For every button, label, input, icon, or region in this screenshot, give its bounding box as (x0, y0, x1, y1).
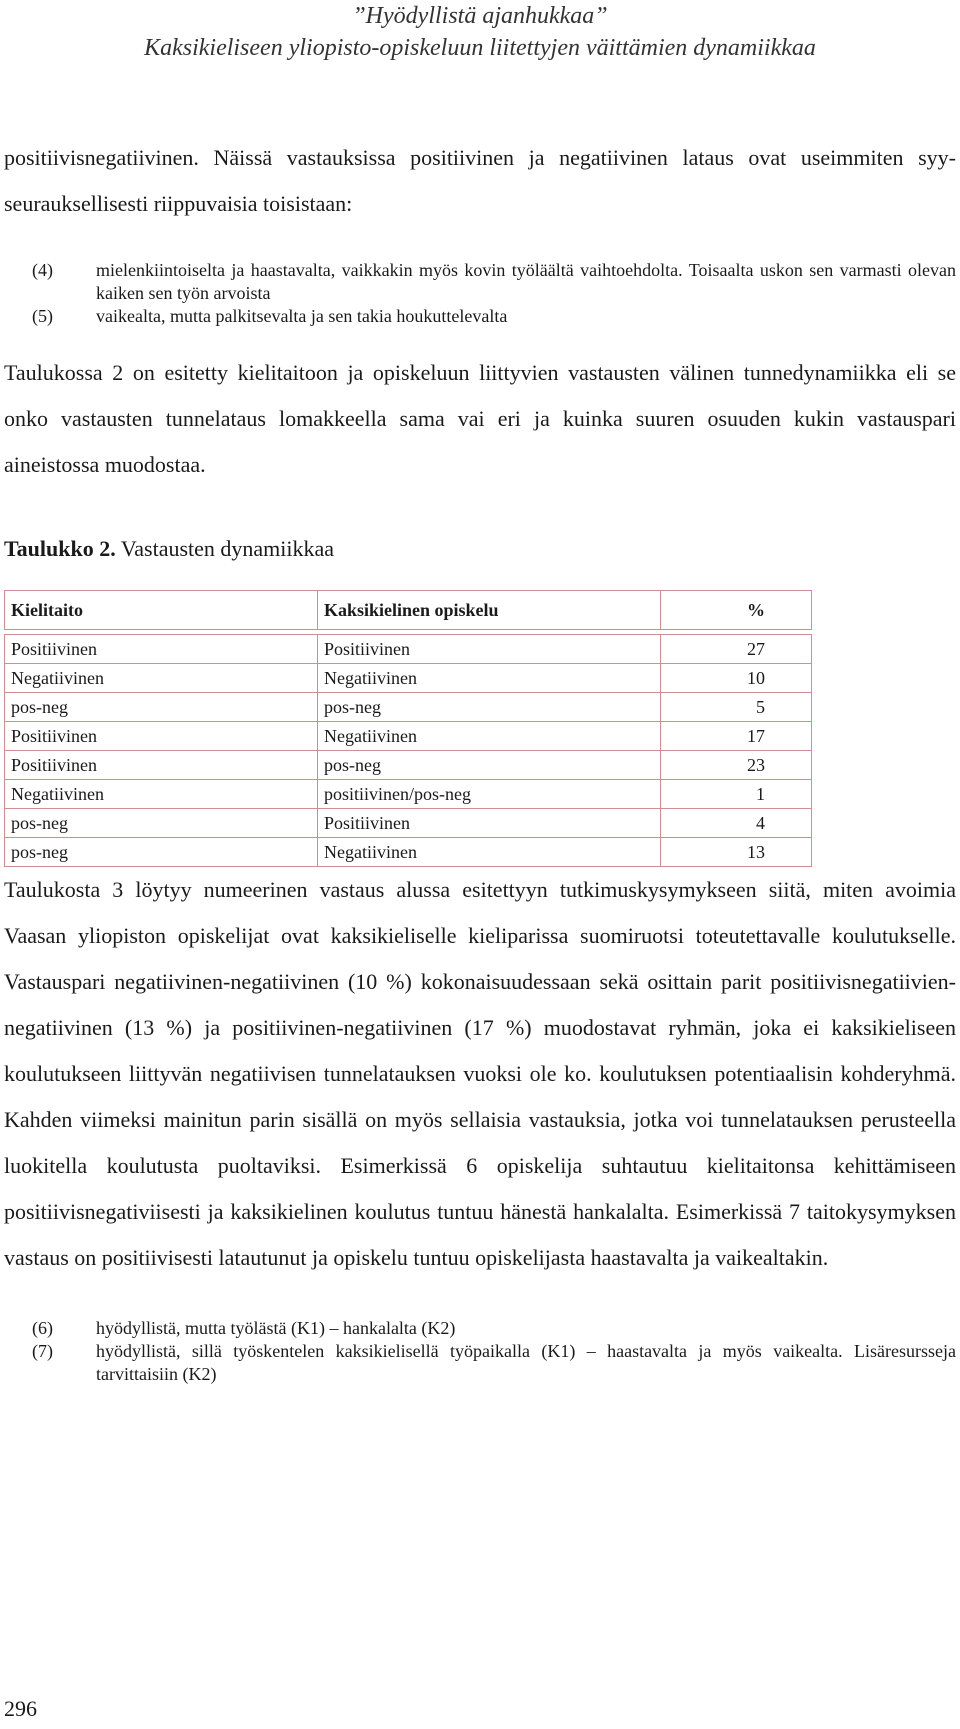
cell-opiskelu: Negatiivinen (318, 664, 661, 693)
cell-percent: 4 (661, 809, 812, 838)
table-row (5, 664, 812, 693)
cell-percent: 10 (661, 664, 812, 693)
cell-percent: 5 (661, 693, 812, 722)
paragraph-2: Taulukossa 2 on esitetty kielitaitoon ja opiskeluun liittyvien vastausten välinen tunnedynamiikka eli se onko vastausten tunnelataus lomakkeella sama vai eri ja kuinka suuren osuuden kukin vastauspari aineistossa muodostaa. (4, 360, 956, 477)
table-caption-label: Taulukko 2. (4, 536, 116, 561)
header-percent: % (661, 591, 812, 630)
cell-opiskelu: positiivinen/pos-neg (318, 780, 661, 809)
examples-list-2 (4, 1317, 956, 1386)
header-kaksikielinen-opiskelu: Kaksikielinen opiskelu (318, 591, 661, 630)
dynamics-table (4, 590, 812, 867)
cell-percent: 13 (661, 838, 812, 867)
cell-percent: 17 (661, 722, 812, 751)
example-item (4, 305, 956, 328)
paragraph-1: positiivisnegatiivinen. Näissä vastauksissa positiivinen ja negatiivinen lataus ovat useimmiten syy-seurauksellisesti riippuvaisia toisistaan: (4, 145, 956, 216)
cell-opiskelu: Positiivinen (318, 809, 661, 838)
cell-opiskelu: pos-neg (318, 693, 661, 722)
example-text: hyödyllistä, sillä työskentelen kaksikielisellä työpaikalla (K1) – haastavalta ja myös vaikealta. Lisäresursseja tarvittaisiin (K2) (96, 1341, 956, 1384)
table-row (5, 722, 812, 751)
example-text: vaikealta, mutta palkitsevalta ja sen takia houkuttelevalta (96, 306, 508, 326)
cell-kielitaito: Positiivinen (5, 722, 318, 751)
table-row (5, 693, 812, 722)
cell-kielitaito: Negatiivinen (5, 664, 318, 693)
cell-opiskelu: Positiivinen (318, 635, 661, 664)
cell-opiskelu: pos-neg (318, 751, 661, 780)
paragraph-3: Taulukosta 3 löytyy numeerinen vastaus alussa esitettyyn tutkimuskysymykseen siitä, miten avoimia Vaasan yliopiston opiskelijat ovat kaksikieliselle kieliparissa suomiruotsi toteutettavalle koulutukselle. Vastauspari negatiivinen-negatiivinen (10 %) kokonaisuudessaan sekä osittain parit positiivisnegatiivien-negatiivinen (13 %) ja positiivinen-negatiivinen (17 %) muodostavat ryhmän, joka ei kaksikieliseen koulutukseen liittyvän negatiivisen tunnelatauksen vuoksi ole ko. koulutuksen potentiaalisin kohderyhmä. Kahden viimeksi mainitun parin sisällä on myös sellaisia vastauksia, jotka voi tunnelatauksen perusteella luokitella koulutusta puoltaviksi. Esimerkissä 6 opiskelija suhtautuu kielitaitonsa kehittämiseen positiivisnegativiisesti ja kaksikielinen koulutus tuntuu hänestä hankalalta. Esimerkissä 7 taitokysymyksen vastaus on positiivisesti latautunut ja opiskelu tuntuu opiskelijasta haastavalta ja vaikealtakin. (4, 877, 956, 1270)
cell-opiskelu: Negatiivinen (318, 722, 661, 751)
example-number: (4) (32, 260, 53, 280)
cell-kielitaito: pos-neg (5, 809, 318, 838)
table-caption (4, 534, 956, 564)
example-number: (7) (32, 1341, 53, 1361)
example-number: (5) (32, 306, 53, 326)
examples-list-1 (4, 259, 956, 328)
header-title: ”Hyödyllistä ajanhukkaa” (352, 3, 608, 29)
cell-percent: 23 (661, 751, 812, 780)
page-number: 296 (4, 1696, 37, 1721)
table-row (5, 838, 812, 867)
header-subtitle: Kaksikieliseen yliopisto-opiskeluun liitettyjen väittämien dynamiikkaa (144, 35, 816, 61)
table-row (5, 635, 812, 664)
example-item (4, 1317, 956, 1340)
cell-kielitaito: Negatiivinen (5, 780, 318, 809)
main-content (4, 135, 956, 1386)
table-row (5, 751, 812, 780)
table-row (5, 809, 812, 838)
running-header (0, 0, 960, 64)
example-item (4, 259, 956, 305)
cell-kielitaito: pos-neg (5, 693, 318, 722)
example-text: hyödyllistä, mutta työlästä (K1) – hankalalta (K2) (96, 1318, 456, 1338)
cell-percent: 27 (661, 635, 812, 664)
example-item (4, 1340, 956, 1386)
example-text: mielenkiintoiselta ja haastavalta, vaikkakin myös kovin työläältä vaihtoehdolta. Toisaalta uskon sen varmasti olevan kaiken sen työn arvoista (96, 260, 956, 303)
cell-kielitaito: pos-neg (5, 838, 318, 867)
table-header-row (5, 591, 812, 630)
table-caption-text: Vastausten dynamiikkaa (115, 536, 335, 561)
header-kielitaito: Kielitaito (5, 591, 318, 630)
cell-kielitaito: Positiivinen (5, 635, 318, 664)
cell-percent: 1 (661, 780, 812, 809)
example-number: (6) (32, 1318, 53, 1338)
cell-opiskelu: Negatiivinen (318, 838, 661, 867)
cell-kielitaito: Positiivinen (5, 751, 318, 780)
table-row (5, 780, 812, 809)
